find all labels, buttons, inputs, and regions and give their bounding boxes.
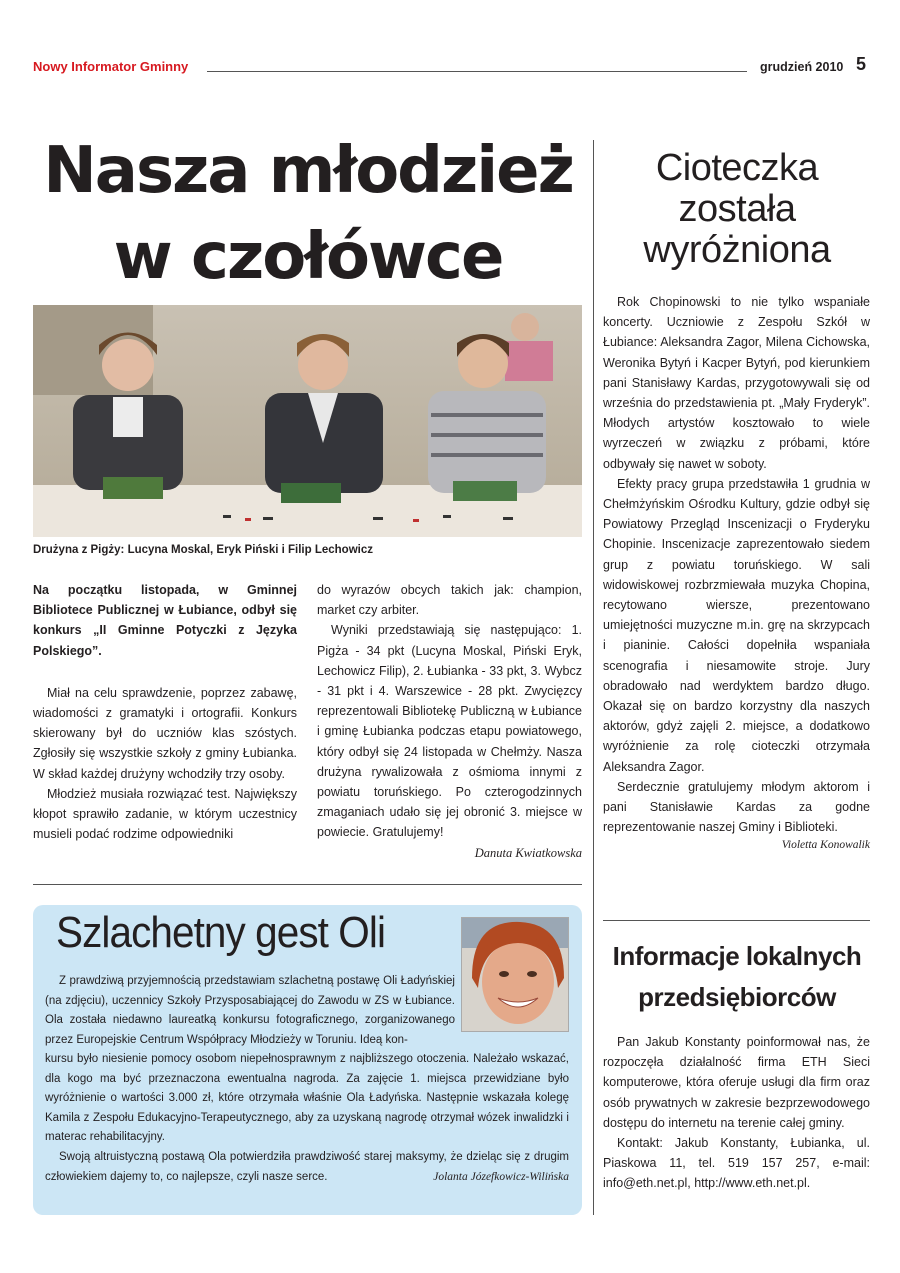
title-line: Informacje lokalnych: [612, 941, 862, 971]
cioteczka-article-title: [604, 148, 870, 271]
page-number: 5: [856, 54, 867, 74]
gest-article-title: Szlachetny gest Oli: [56, 908, 386, 957]
cioteczka-article-body: [603, 292, 870, 853]
title-line: wyróżniona: [643, 229, 831, 271]
section-divider: [603, 920, 870, 921]
team-photo: [33, 305, 582, 537]
paragraph: Rok Chopinowski to nie tylko wspaniałe koncerty. Uczniowie z Zespołu Szkół w Łubiance: Aleksandra Zagor, Milena Cichowska, Weronika Bytyń i Kacper Bytyń, pod kierunkiem pani Stanisławy Kardas, przygotowywali się od września do przedstawienia pt. „Mały Fryderyk”. Młodych artystów kosztowało to wiele wyrzeczeń w związku z próbami, które odbywały się nawet w soboty.: [603, 295, 870, 471]
paragraph: Efekty pracy grupa przedstawiła 1 grudnia w Chełmżyńskim Ośrodku Kultury, gdzie odbył się Powiatowy Przegląd Inscenizacji o Fryderyku Chopinie. Inscenizacje zaprezentowało siedem grup z powiatu toruńskiego. W sali widowiskowej rozbrzmiewała muzyka Chopina, recytowano wiersze, prezentowano umiejętności muzyczne m.in. grę na skrzypcach i pianinie. Całości dopełniła wspaniała scenografia i niesamowite stroje. Jury obradowało nad werdyktem bardzo długo. Okazał się on bardzo korzystny dla naszych aktorów, gdyż zajęli 2. miejsce, a dodatkowo wyróżnienie za rolę cioteczki otrzymała Aleksandra Zagor.: [603, 476, 870, 774]
section-divider: [33, 884, 582, 885]
info-article-title: [600, 936, 874, 1018]
paragraph: Swoją altruistyczną postawą Ola potwierdziła prawdziwość starej maksymy, że dzieląc się z drugim człowiekiem dajemy to, co najlepsze, czyli nasze serce. Jolanta Józefkowicz-Wilińska: [45, 1148, 569, 1187]
title-line: Nasza młodzież: [43, 134, 573, 208]
info-article-body: [603, 1032, 870, 1194]
author-signature: Jolanta Józefkowicz-Wilińska: [433, 1170, 569, 1183]
paragraph: Pan Jakub Konstanty poinformował nas, że rozpoczęła działalność firma ETH Sieci komputerowe, która oferuje usługi dla firm oraz osób prywatnych w zakresie bezprzewodowego dostępu do internetu na terenie całej gminy.: [603, 1035, 870, 1130]
header-divider: [207, 71, 747, 72]
publication-name: Nowy Informator Gminny: [33, 59, 189, 74]
column-divider: [593, 140, 594, 1215]
paragraph: kursu było niesienie pomocy osobom niepełnosprawnym z najbliższego otoczenia. Należało wskazać, dla kogo ma być przeznaczona ewentualna nagroda. Za zajęcie 1. miejsca przewidziane było wyróżnienie o wartości 3.000 zł, które otrzymała właśnie Ola Ładyńska. Następnie wskazała kolegę Kamila z Zespołu Edukacyjno-Terapeutycznego, aby za uzyskaną nagrodę otrzymał wózek inwalidzki i materac rehabilitacyjny.: [45, 1053, 569, 1144]
article-lead: Na początku listopada, w Gminnej Bibliotece Publicznej w Łubiance, odbył się konkurs „II Gminne Potyczki z Języka Polskiego”.: [33, 583, 297, 658]
title-line: została: [678, 188, 796, 230]
issue-date: grudzień 2010: [760, 60, 844, 74]
paragraph: Serdecznie gratulujemy młodym aktorom i pani Stanisławie Kardas za godne reprezentowanie naszej Gminy i Biblioteki.: [603, 779, 870, 835]
gest-article-body: [45, 1050, 569, 1187]
title-line: przedsiębiorców: [638, 982, 836, 1012]
gest-article-intro: [45, 972, 455, 1050]
photo-caption: Drużyna z Pigży: Lucyna Moskal, Eryk Piński i Filip Lechowicz: [33, 544, 373, 556]
paragraph: do wyrazów obcych takich jak: champion, market czy arbiter.: [317, 583, 582, 618]
title-line: Cioteczka: [655, 147, 819, 189]
main-article-col1: [33, 580, 297, 844]
paragraph: Wyniki przedstawiają się następująco: 1. Pigża - 34 pkt (Lucyna Moskal, Piński Eryk, Lechowicz Filip), 2. Łubianka - 33 pkt, 3. Wybcz - 31 pkt i 4. Warszewice - 28 pkt. Zwycięzcy reprezentowali Bibliotekę Publiczną w Łubiance i gminę Łubianka podczas etapu powiatowego, który odbył się 24 listopada w Chełmży. Nasza drużyna rywalizowała z ośmioma innymi z powiatu toruńskiego. Po czterogodzinnych zmaganiach udało się jej obronić 3. miejsce w powiecie. Gratulujemy!: [317, 623, 582, 840]
ola-portrait-photo: [461, 917, 569, 1032]
paragraph: Młodzież musiała rozwiązać test. Największy kłopot sprawiło zadanie, w którym uczestnicy musieli podać rodzime odpowiedniki: [33, 786, 297, 842]
paragraph: Kontakt: Jakub Konstanty, Łubianka, ul. Piaskowa 11, tel. 519 157 257, e-mail: info@eth.net.pl, http://www.eth.net.pl.: [603, 1136, 870, 1191]
main-article-title: [30, 128, 586, 300]
main-article-col2: [317, 580, 582, 863]
author-signature: Violetta Konowalik: [781, 839, 870, 852]
author-signature: Danuta Kwiatkowska: [474, 845, 582, 860]
paragraph: Miał na celu sprawdzenie, poprzez zabawę, wiadomości z gramatyki i ortografii. Konkurs skierowany był do uczniów klas szóstych. Zgłosiły się wszystkie szkoły z gminy Łubianka. W skład każdej drużyny wchodziły trzy osoby.: [33, 685, 297, 781]
title-line: w czołówce: [113, 220, 503, 294]
paragraph: Z prawdziwą przyjemnością przedstawiam szlachetną postawę Oli Ładyńskiej (na zdjęciu), uczennicy Szkoły Przysposabiającej do Zawodu w ZS w Łubiance. Ola została niedawno laureatką konkursu fotograficznego, zorganizowanego przez Europejskie Centrum Współpracy Młodzieży w Toruniu. Ideą kon-: [45, 975, 455, 1046]
